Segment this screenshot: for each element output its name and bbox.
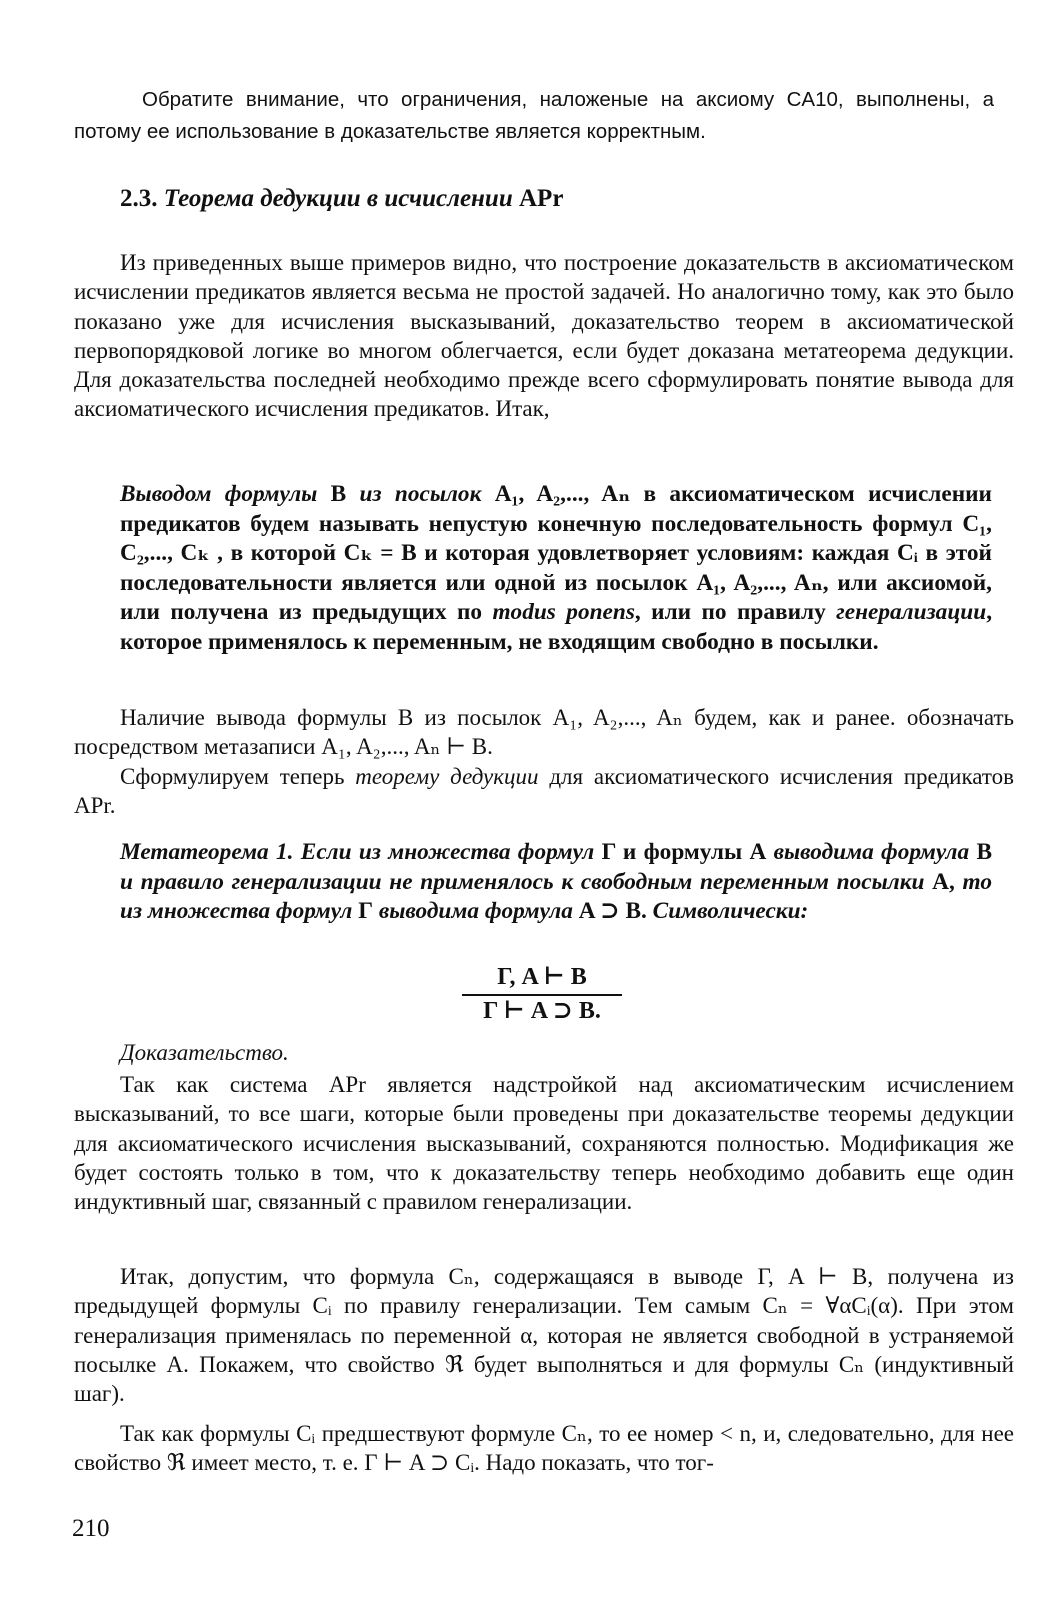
proof-label: Доказательство.	[120, 1040, 289, 1065]
section-title-text: Теорема дедукции в исчислении	[163, 185, 513, 212]
definition-generalization: генерализации	[836, 599, 987, 626]
fraction-numerator: Γ, A ⊢ B	[462, 962, 622, 996]
metatheorem-block	[120, 838, 992, 927]
metatheorem-label: Метатеорема 1.	[120, 839, 294, 865]
paragraph-formulate	[74, 762, 1014, 821]
metatheorem-text: и правило генерализации не применялось к свободным переменным посылки	[120, 868, 925, 895]
metatheorem-symbol: B	[976, 839, 992, 865]
paragraph-inductive-step: Итак, допустим, что формула Cₙ, содержащаяся в выводе Γ, A ⊢ B, получена из предыдущей формулы Cᵢ по правилу генерализации. Тем самым Cₙ = ∀αCᵢ(α). При этом генерализация применялась по переменной α, которая не является свободной в устраняемой посылке A. Покажем, что свойство ℜ будет выполняться и для формулы Cₙ (индуктивный шаг).	[74, 1264, 1014, 1407]
definition-block	[120, 480, 992, 658]
section-heading	[120, 183, 563, 215]
paragraph-derivation-notation: Наличие вывода формулы B из посылок A₁, A₂,..., Aₙ будем, как и ранее. обозначать посредством метазаписи A₁, A₂,..., Aₙ ⊢ B.	[74, 705, 1014, 760]
definition-text: B	[330, 481, 347, 507]
metatheorem-symbol: Γ и формулы A	[601, 839, 767, 865]
metatheorem-text: выводима формула	[378, 898, 573, 925]
paragraph-proof-system: Так как система APr является надстройкой над аксиоматическим исчислением высказываний, то все шаги, которые были проведены при доказательстве теоремы дедукции для аксиоматического исчисления высказываний, сохраняются полностью. Модификация же будет состоять только в том, что к доказательству теперь необходимо добавить еще один индуктивный шаг, связанный с правилом генерализации.	[74, 1072, 1014, 1215]
paragraph-text: Сформулируем теперь	[120, 764, 345, 789]
definition-text: , которое применялось к переменным, не входящим свободно в посылки.	[120, 599, 993, 655]
paragraph-preceding-formula: Так как формулы Cᵢ предшествуют формуле Cₙ, то ее номер < n, и, следовательно, для нее свойство ℜ имеет место, т. е. Γ ⊢ A ⊃ Cᵢ. Надо показать, что тог-	[74, 1421, 1014, 1476]
page-number: 210	[72, 1515, 110, 1542]
metatheorem-symbol: Γ	[358, 898, 374, 925]
paragraph-intro-deduction: Из приведенных выше примеров видно, что построение доказательств в аксиоматическом исчислении предикатов является весьма не простой задачей. Но аналогично тому, как это было показано уже для исчисления высказываний, доказательство теорем в аксиоматической первопорядковой логике во многом облегчается, если будет доказана метатеорема дедукции. Для доказательства последней необходимо прежде всего сформулировать понятие вывода для аксиоматического исчисления предикатов. Итак,	[74, 250, 1014, 422]
section-number: 2.3.	[120, 185, 158, 212]
metatheorem-text: Символически:	[652, 898, 809, 925]
definition-text: A₁, A₂,..., Aₙ в аксиоматическом исчислении предикатов будем называть непустую конечную последовательность формул C₁, C₂,..., Cₖ , в которой Cₖ = B и которая удовлетворяет условиям: каждая Cᵢ в этой последовательности является или одной из посылок A₁, A₂,..., Aₙ, или аксиомой, или получена из предыдущих по	[120, 481, 992, 626]
deduction-rule-fraction	[462, 962, 622, 1026]
definition-term: Выводом формулы	[120, 481, 318, 507]
metatheorem-text: выводима формула	[773, 839, 970, 865]
definition-text: из посылок	[359, 481, 482, 507]
intro-paragraph: Обратите внимание, что ограничения, наложеные на аксиому CA10, выполнены, а потому ее использование в доказательстве является корректным.	[74, 88, 994, 143]
definition-text: , или по правилу	[634, 599, 826, 626]
paragraph-text: для аксиоматического исчисления предикатов APr.	[74, 764, 1015, 819]
definition-modus-ponens: modus ponens	[492, 599, 635, 626]
paragraph-italic-term: теорему дедукции	[355, 764, 539, 789]
fraction-denominator: Γ ⊢ A ⊃ B.	[483, 998, 601, 1024]
metatheorem-symbol: A,	[932, 868, 955, 895]
metatheorem-symbol: A ⊃ B.	[578, 898, 647, 925]
metatheorem-text: Если из множества формул	[300, 839, 595, 865]
section-system: APr	[519, 185, 564, 212]
metatheorem-text: то из множества формул	[120, 868, 992, 925]
